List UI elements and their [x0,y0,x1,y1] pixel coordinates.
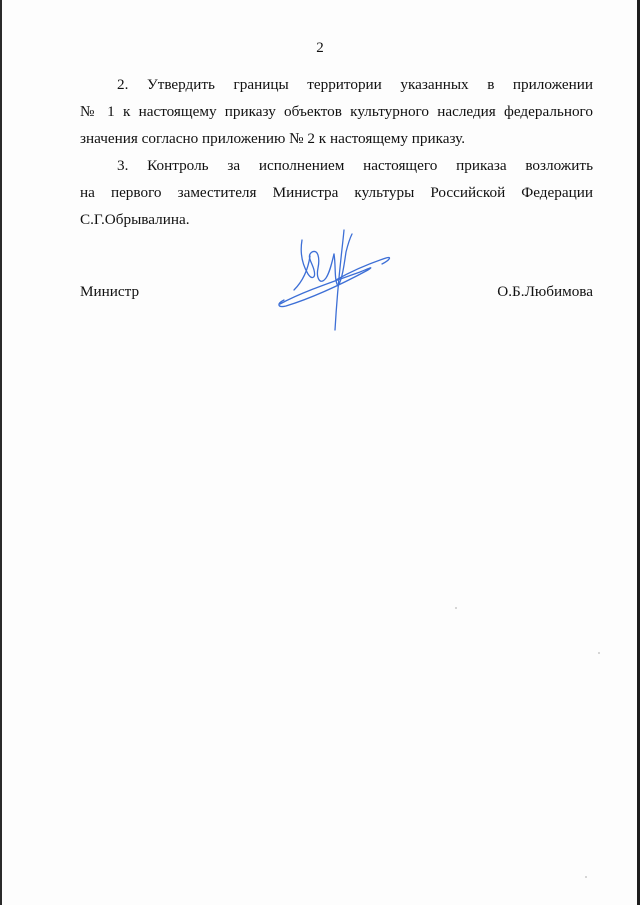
scan-speck [585,876,587,878]
handwritten-signature-icon [272,222,397,332]
signatory-name: О.Б.Любимова [497,283,593,300]
paragraph-line: С.Г.Обрывалина. [80,211,190,228]
paragraph-line: на первого заместителя Министра культуры Российской Федерации [80,184,593,201]
paragraph-line: значения согласно приложению № 2 к настоящему приказу. [80,130,466,147]
paragraph-line: 2. Утвердить границы территории указанных в приложении [117,76,593,93]
scan-edge-left [0,0,2,905]
signature-strokes [279,230,390,330]
signatory-title: Министр [80,283,140,300]
page-number: 2 [316,40,324,56]
scan-speck [455,607,457,609]
paragraph-line: 3. Контроль за исполнением настоящего приказа возложить [117,157,593,174]
paragraph-item-3 [80,152,593,233]
paragraph-line: № 1 к настоящему приказу объектов культурного наследия федерального [80,103,593,120]
paragraph-item-2 [80,71,593,152]
scan-speck [598,652,600,654]
